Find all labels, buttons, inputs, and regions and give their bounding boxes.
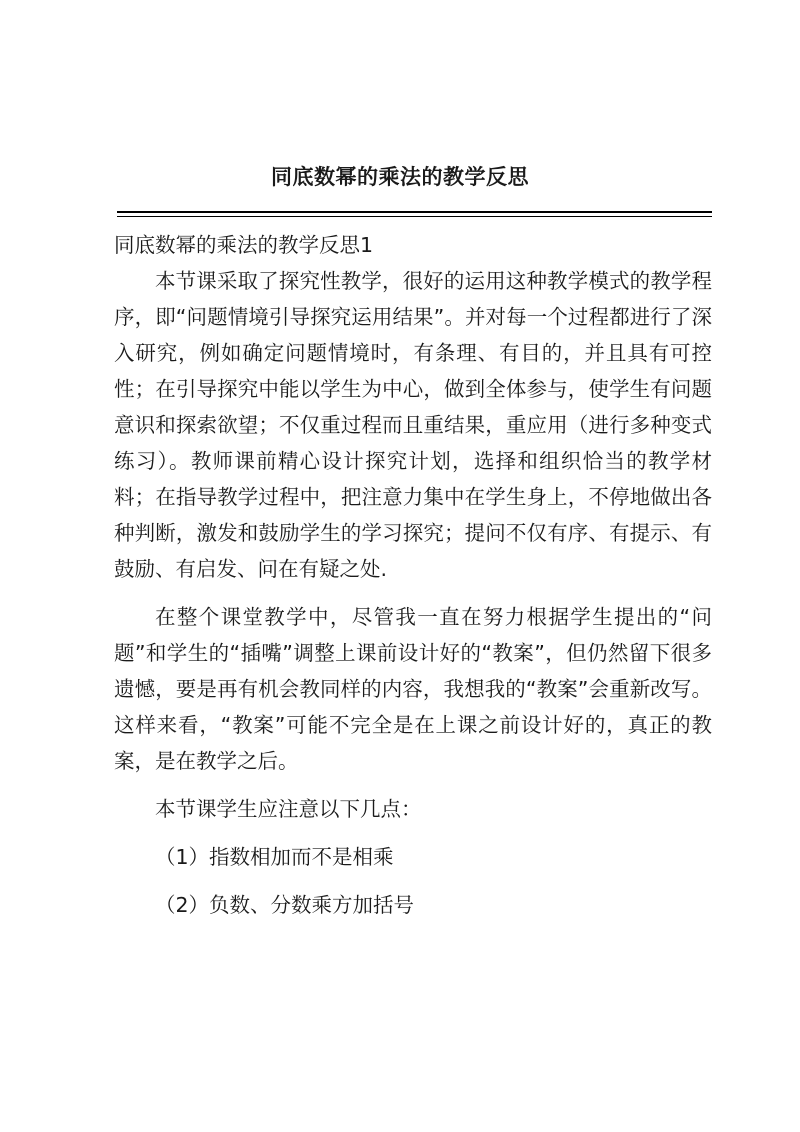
paragraph-3: 本节课学生应注意以下几点： xyxy=(155,797,422,821)
document-body xyxy=(114,227,712,935)
document-title: 同底数幂的乘法的教学反思 xyxy=(271,164,529,189)
paragraph-1: 本节课采取了探究性教学，很好的运用这种教学模式的教学程序，即“问题情境引导探究运用结果”。并对每一个过程都进行了深入研究，例如确定问题情境时，有条理、有目的，并且具有可控性；在引导探究中能以学生为中心，做到全体参与，使学生有问题意识和探索欲望；不仅重过程而且重结果，重应用（进行多种变式练习）。教师课前精心设计探究计划，选择和组织恰当的教学材料；在指导教学过程中，把注意力集中在学生身上，不停地做出各种判断，激发和鼓励学生的学习探究；提问不仅有序、有提示、有鼓励、有启发、问在有疑之处. xyxy=(114,269,712,581)
title-rule-thin xyxy=(117,216,712,217)
note-item-1: （1）指数相加而不是相乘 xyxy=(155,845,394,869)
section-heading: 同底数幂的乘法的教学反思1 xyxy=(114,233,374,257)
title-rule-thick xyxy=(117,211,712,213)
paragraph-2: 在整个课堂教学中，尽管我一直在努力根据学生提出的“问题”和学生的“插嘴”调整上课前设计好的“教案”，但仍然留下很多遗憾，要是再有机会教同样的内容，我想我的“教案”会重新改写。这样来看，“教案”可能不完全是在上课之前设计好的，真正的教案，是在教学之后。 xyxy=(114,605,712,773)
note-item-2: （2）负数、分数乘方加括号 xyxy=(155,893,415,917)
